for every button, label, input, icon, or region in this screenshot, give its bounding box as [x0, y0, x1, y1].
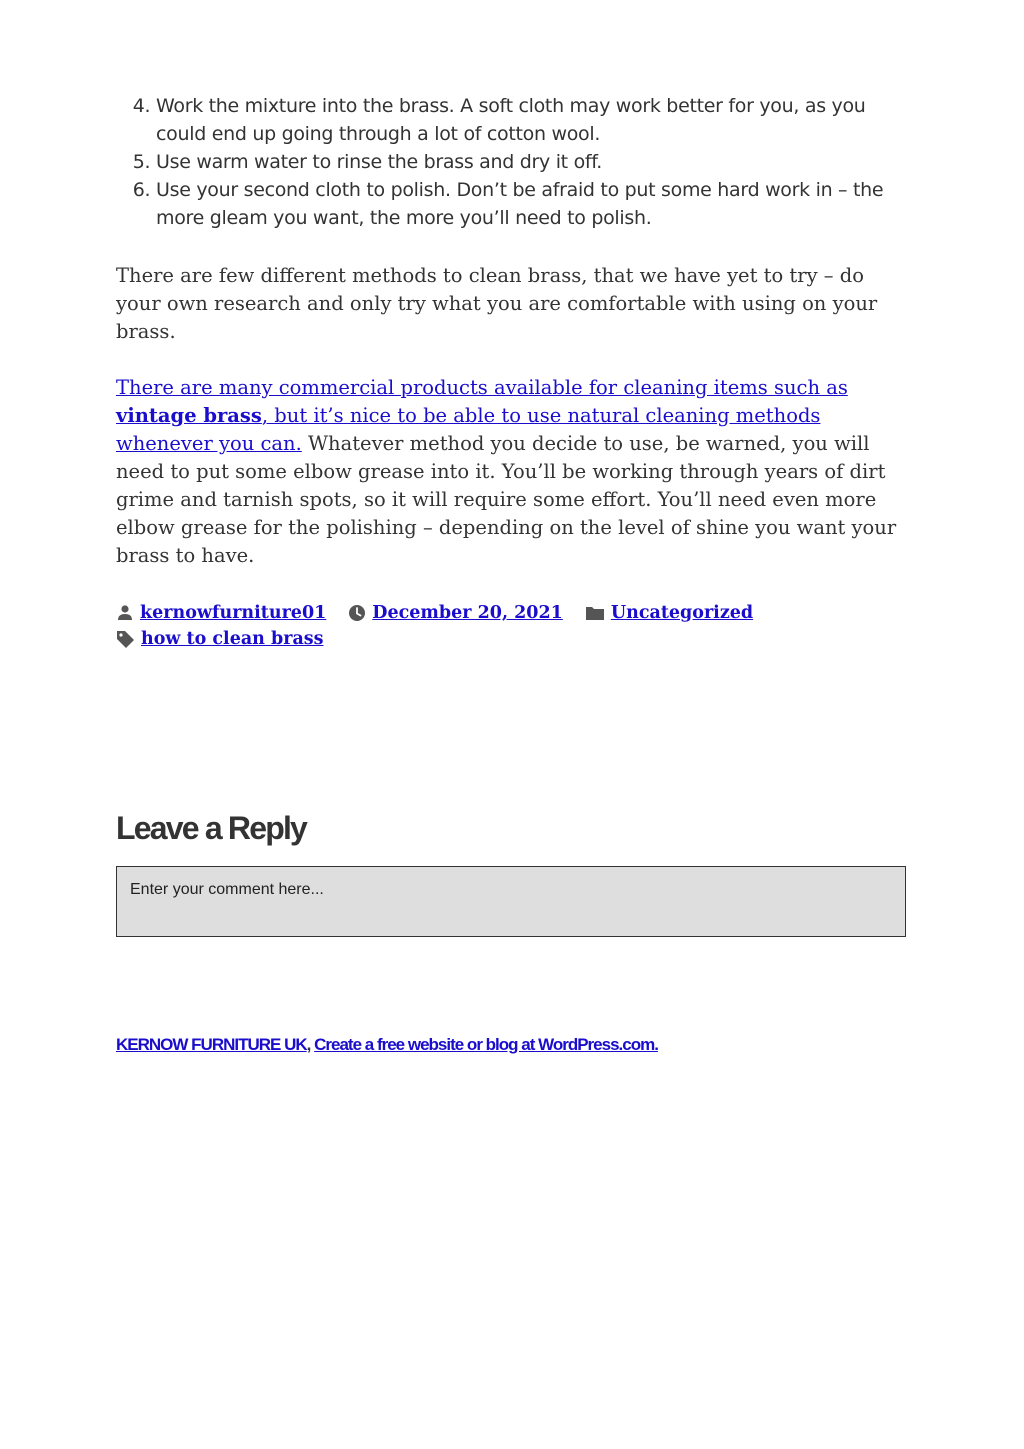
link-text-start: There are many commercial products available for cleaning items such as [116, 376, 848, 399]
step-item-6: 6. Use your second cloth to polish. Don’t be afraid to put some hard work in – the more gleam you want, the more you’ll need to polish. [156, 176, 908, 232]
tag-icon [116, 630, 135, 649]
comment-input[interactable]: Enter your comment here... [116, 866, 906, 937]
category-link[interactable]: Uncategorized [610, 603, 754, 623]
date-meta [348, 600, 563, 626]
clock-icon [348, 604, 366, 622]
site-name-link[interactable]: KERNOW FURNITURE UK [116, 1035, 307, 1054]
site-footer [116, 1035, 908, 1055]
step-item-5: 5. Use warm water to rinse the brass and dry it off. [156, 148, 908, 176]
paragraph-commercial [116, 374, 908, 570]
person-icon [116, 604, 134, 622]
paragraph-elbow-grease-text: Whatever method you decide to use, be warned, you will need to put some elbow grease into it. You’ll be working through years of dirt grime and tarnish spots, so it will require some effort. You’ll need even more elbow grease for the polishing – depending on the level of shine you want your brass to have. [116, 432, 897, 567]
author-link[interactable]: kernowfurniture01 [140, 603, 327, 623]
step-item-4: 4. Work the mixture into the brass. A soft cloth may work better for you, as you could end up going through a lot of cotton wool. [156, 92, 908, 148]
vintage-brass-link-text: vintage brass [116, 404, 262, 427]
author-meta [116, 600, 326, 626]
tag-meta [116, 626, 324, 652]
post-content [116, 92, 908, 1055]
folder-icon [585, 605, 605, 621]
tag-link[interactable]: how to clean brass [141, 629, 324, 649]
post-meta-row-1 [116, 600, 908, 626]
instruction-steps-list [116, 92, 908, 232]
post-meta-row-2 [116, 626, 908, 652]
link-text-end: , but it’s nice to be able to use natural cleaning methods whenever you can. [116, 404, 821, 455]
category-meta [585, 600, 753, 626]
leave-reply-heading: Leave a Reply [116, 810, 307, 846]
paragraph-methods: There are few different methods to clean brass, that we have yet to try – do your own research and only try what you are comfortable with using on your brass. [116, 264, 878, 343]
date-link[interactable]: December 20, 2021 [372, 603, 563, 623]
wordpress-link[interactable]: Create a free website or blog at WordPress.com. [314, 1035, 658, 1054]
footer-separator: , [306, 1035, 311, 1054]
post-meta [116, 600, 908, 652]
